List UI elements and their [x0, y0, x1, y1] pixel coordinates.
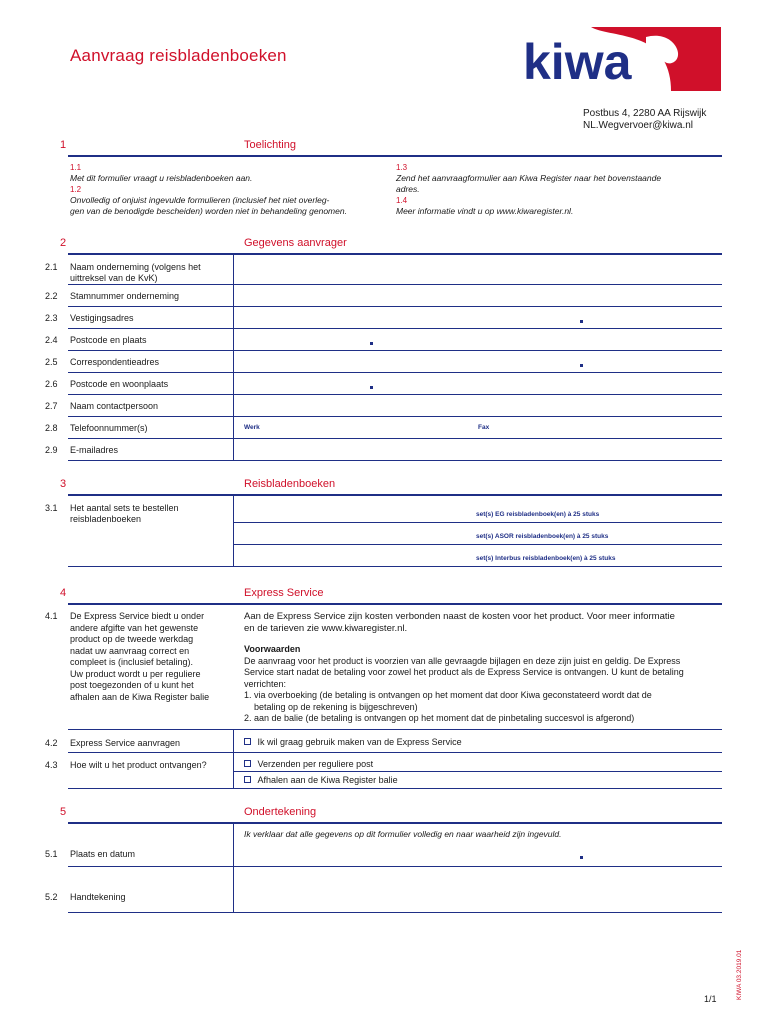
- eg-quantity-field[interactable]: [234, 498, 474, 520]
- row-label: Het aantal sets te bestellen reisbladenboeken: [70, 503, 179, 524]
- field-marker: [370, 386, 373, 389]
- row-number: 2.5: [45, 357, 58, 367]
- row-label: Stamnummer onderneming: [70, 291, 180, 301]
- row-number: 2.6: [45, 379, 58, 389]
- row-divider: [68, 752, 722, 753]
- row-label: Handtekening: [70, 892, 126, 902]
- business-address-field[interactable]: [234, 308, 722, 327]
- address-line: Postbus 4, 2280 AA Rijswijk: [583, 108, 707, 119]
- declaration-text: Ik verklaar dat alle gegevens op dit formulier volledig en naar waarheid zijn ingevuld.: [244, 829, 562, 839]
- row-label: Naam contactpersoon: [70, 401, 159, 411]
- row-divider: [234, 771, 722, 772]
- registration-number-field[interactable]: [234, 286, 722, 305]
- row-label: E-mailadres: [70, 445, 119, 455]
- row-label: Vestigingsadres: [70, 313, 134, 323]
- row-number: 2.7: [45, 401, 58, 411]
- page-number: 1/1: [704, 994, 717, 1004]
- row-divider: [68, 394, 722, 395]
- checkbox-label: Afhalen aan de Kiwa Register balie: [257, 775, 398, 785]
- delivery-post-row[interactable]: [244, 759, 373, 771]
- section-title: Express Service: [244, 587, 324, 599]
- row-divider: [68, 788, 722, 789]
- row-number: 2.9: [45, 445, 58, 455]
- row-divider: [68, 306, 722, 307]
- express-checkbox-row[interactable]: [244, 737, 462, 749]
- row-label: Naam onderneming (volgens het uittreksel van de KvK): [70, 262, 201, 283]
- interbus-quantity-field[interactable]: [234, 546, 474, 565]
- section-title: Ondertekening: [244, 806, 317, 818]
- email-line: NL.Wegvervoer@kiwa.nl: [583, 120, 694, 131]
- asor-option-label: set(s) ASOR reisbladenboek(en) à 25 stuks: [476, 533, 609, 540]
- item-text: gen van de benodigde bescheiden) worden niet in behandeling genomen.: [70, 206, 347, 216]
- row-label: Express Service aanvragen: [70, 738, 181, 748]
- section-title: Gegevens aanvrager: [244, 237, 347, 249]
- row-divider: [68, 566, 722, 567]
- row-divider: [68, 912, 722, 913]
- express-description: De Express Service biedt u onder andere afgifte van het gewenste product op de tweede werkdag nadat uw aanvraag correct en compleet is (inclusief betaling). Uw product wordt u per reguliere post toegezonden of u kunt het afhalen aan de Kiwa Register balie: [70, 611, 210, 702]
- place-date-field[interactable]: [234, 842, 722, 864]
- delivery-post-checkbox[interactable]: [244, 760, 251, 767]
- conditions-block: Voorwaarden De aanvraag voor het product is voorzien van alle gevraagde bijlagen en deze zijn juist en geldig. De Express Service start nadat de betaling voor zowel het product als de Express Service is ontvangen. U kunt de betaling verrichten: 1. via overboeking (de betaling is ontvangen op het moment dat door Kiwa geconstateerd wordt dat de betaling op de rekening is bijgeschreven) 2. aan de balie (de betaling is ontvangen op het moment dat de pinbetaling succesvol is afgerond): [244, 644, 724, 725]
- section-divider: [68, 822, 722, 824]
- company-name-field[interactable]: [234, 257, 722, 283]
- field-marker: [370, 342, 373, 345]
- row-divider: [68, 460, 722, 461]
- row-divider: [68, 866, 722, 867]
- checkbox-label: Ik wil graag gebruik maken van de Express Service: [257, 737, 462, 747]
- pickup-desk-checkbox[interactable]: [244, 776, 251, 783]
- field-marker: [580, 856, 583, 859]
- contact-person-field[interactable]: [234, 396, 722, 415]
- row-divider: [234, 522, 722, 523]
- item-text: Onvolledig of onjuist ingevulde formulieren (inclusief het niet overleg-: [70, 195, 330, 205]
- row-number: 4.3: [45, 760, 58, 770]
- section-number: 4: [60, 587, 67, 599]
- row-divider: [68, 284, 722, 285]
- row-label: Postcode en plaats: [70, 335, 147, 345]
- row-divider: [68, 416, 722, 417]
- field-marker: [580, 320, 583, 323]
- fax-field[interactable]: [500, 418, 722, 437]
- postcode-city-field[interactable]: [234, 330, 722, 349]
- interbus-option-label: set(s) Interbus reisbladenboek(en) à 25 stuks: [476, 555, 616, 562]
- fax-label: Fax: [478, 424, 490, 431]
- item-number: 1.2: [70, 185, 82, 194]
- item-text: Zend het aanvraagformulier aan Kiwa Register naar het bovenstaande: [396, 173, 662, 183]
- conditions-title: Voorwaarden: [244, 644, 301, 654]
- row-number: 3.1: [45, 503, 58, 513]
- row-number: 2.1: [45, 262, 58, 272]
- row-divider: [68, 350, 722, 351]
- signature-field[interactable]: [234, 868, 722, 911]
- row-number: 2.3: [45, 313, 58, 323]
- express-cost-notice: Aan de Express Service zijn kosten verbonden naast de kosten voor het product. Voor meer informatie en de tarieven zie www.kiwaregister.nl.: [244, 611, 675, 634]
- row-number: 5.2: [45, 892, 58, 902]
- section-divider: [68, 155, 722, 157]
- item-number: 1.3: [396, 163, 408, 172]
- kiwa-logo: [521, 27, 721, 91]
- item-number: 1.1: [70, 163, 82, 172]
- address-block: [583, 108, 706, 132]
- express-checkbox[interactable]: [244, 738, 251, 745]
- row-divider: [234, 544, 722, 545]
- section-number: 5: [60, 806, 67, 818]
- item-text: Meer informatie vindt u op www.kiwaregister.nl.: [396, 206, 574, 216]
- row-number: 4.2: [45, 738, 58, 748]
- row-number: 2.4: [45, 335, 58, 345]
- row-label: Telefoonnummer(s): [70, 423, 148, 433]
- row-label: Correspondentieadres: [70, 357, 160, 367]
- phone-work-field[interactable]: [270, 418, 470, 437]
- item-text: Met dit formulier vraagt u reisbladenboeken aan.: [70, 173, 253, 183]
- form-code: KIWA 03.2019.01: [736, 949, 743, 1000]
- row-label: Postcode en woonplaats: [70, 379, 169, 389]
- postcode-residence-field[interactable]: [234, 374, 722, 393]
- row-label: Plaats en datum: [70, 849, 136, 859]
- row-divider: [68, 438, 722, 439]
- toelichting-right: [396, 162, 716, 217]
- field-marker: [580, 364, 583, 367]
- row-divider: [68, 372, 722, 373]
- row-number: 4.1: [45, 611, 58, 621]
- correspondence-address-field[interactable]: [234, 352, 722, 371]
- eg-option-label: set(s) EG reisbladenboek(en) à 25 stuks: [476, 511, 600, 518]
- section-title: Toelichting: [244, 139, 296, 151]
- section-number: 1: [60, 139, 67, 151]
- row-label: Hoe wilt u het product ontvangen?: [70, 760, 207, 770]
- page-title: Aanvraag reisbladenboeken: [70, 46, 287, 65]
- section-divider: [68, 494, 722, 496]
- checkbox-label: Verzenden per reguliere post: [257, 759, 374, 769]
- row-number: 2.8: [45, 423, 58, 433]
- row-divider: [68, 328, 722, 329]
- email-field[interactable]: [234, 440, 722, 459]
- pickup-desk-row[interactable]: [244, 775, 398, 787]
- row-number: 2.2: [45, 291, 58, 301]
- logo-text: kiwa: [523, 34, 632, 90]
- toelichting-left: [70, 162, 390, 217]
- section-number: 3: [60, 478, 67, 490]
- section-divider: [68, 603, 722, 605]
- phone-work-label: Werk: [244, 424, 260, 431]
- section-title: Reisbladenboeken: [244, 478, 336, 490]
- item-text: adres.: [396, 184, 420, 194]
- asor-quantity-field[interactable]: [234, 524, 474, 543]
- row-divider: [68, 729, 722, 730]
- field-column-border: [233, 730, 234, 788]
- section-number: 2: [60, 237, 67, 249]
- row-number: 5.1: [45, 849, 58, 859]
- section-divider: [68, 253, 722, 255]
- item-number: 1.4: [396, 196, 408, 205]
